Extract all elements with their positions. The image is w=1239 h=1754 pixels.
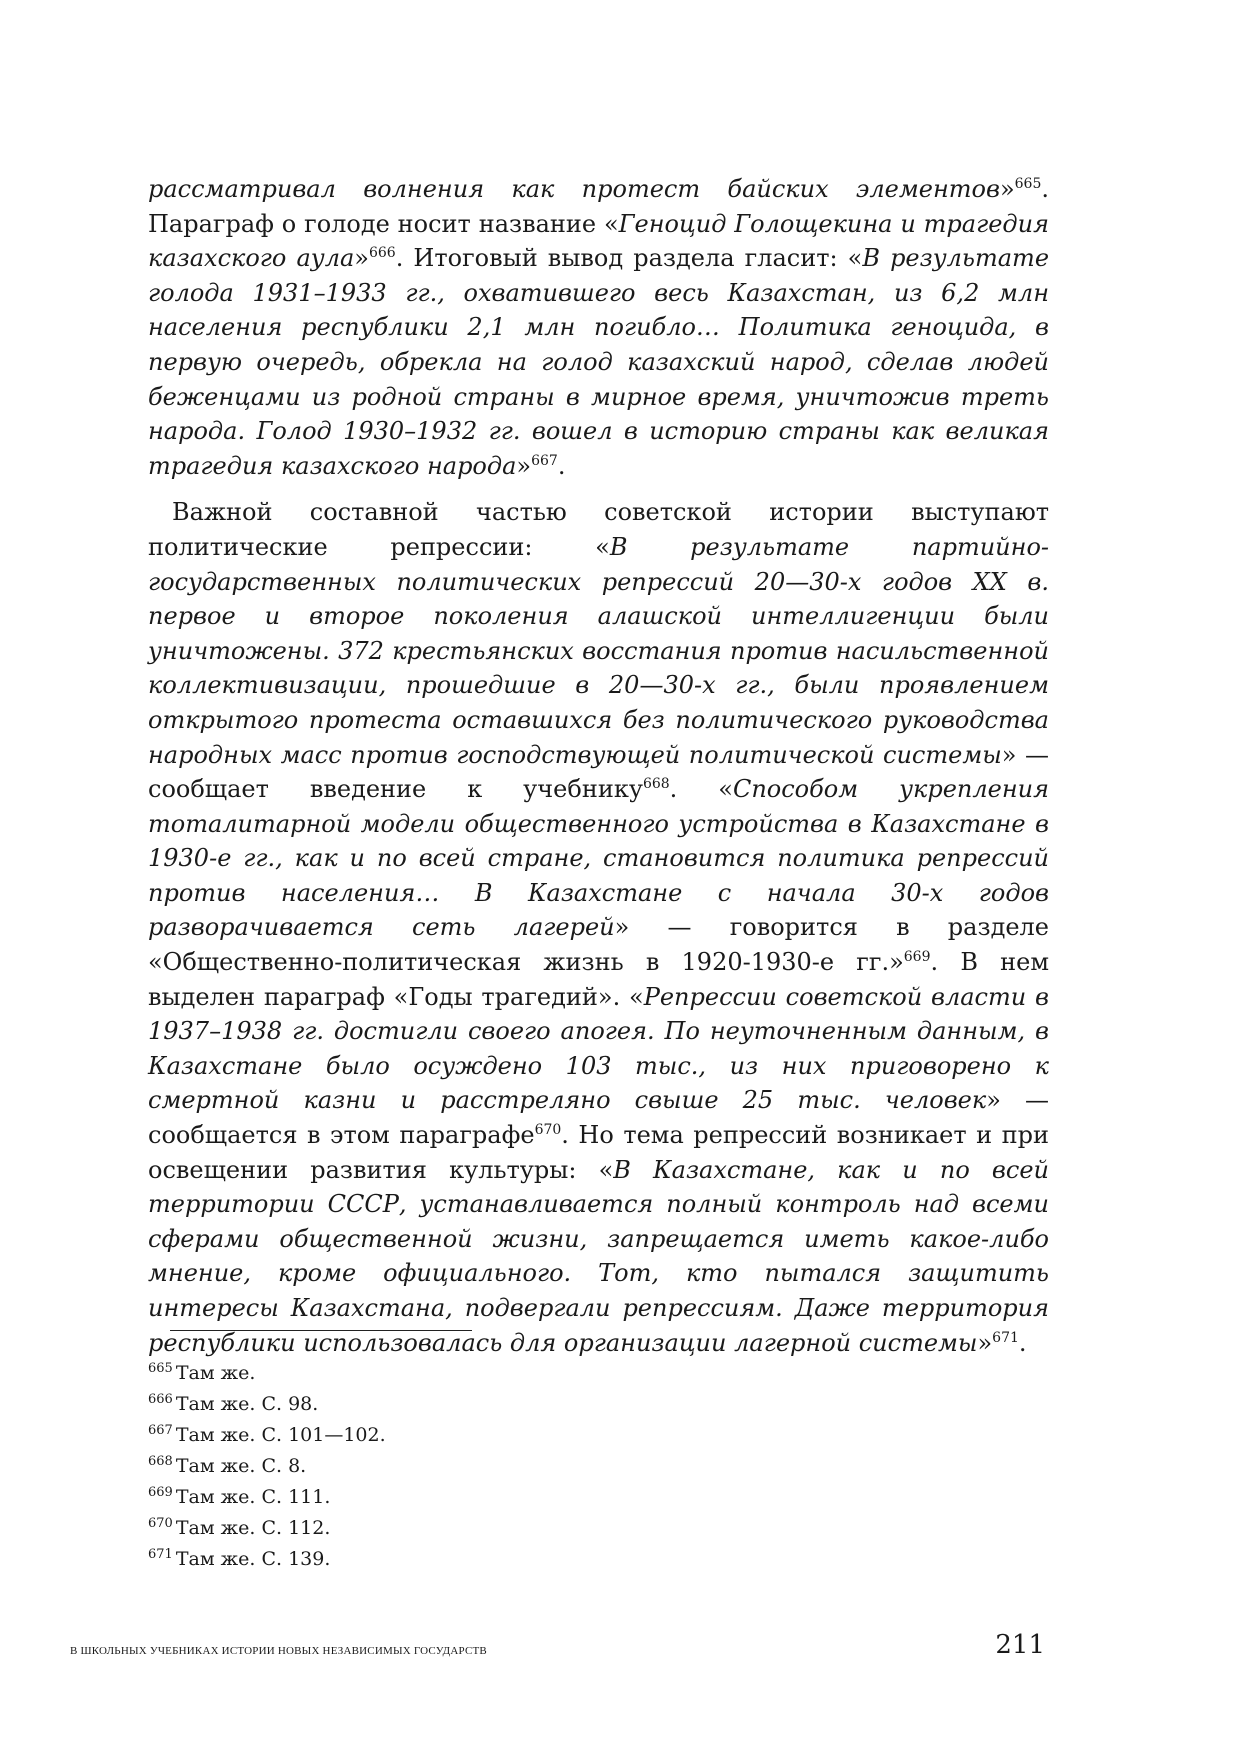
text-run: » — сообщается в этом параграфе (148, 1086, 1050, 1150)
quote-text: Репрессии советской власти в 1937–1938 гг. достигли своего апогея. По неуточненным данным, в Казахстане было осуждено 103 тыс., из них приговорено к смертной казни и расстреляно свыше 25 тыс. человек (148, 982, 1049, 1115)
footnote-text: Там же. С. 8. (175, 1455, 307, 1477)
footnote-ref[interactable]: 666 (368, 245, 396, 262)
text-run: » — сообщает введение к учебнику (148, 740, 1049, 804)
footnote-ref[interactable]: 670 (534, 1122, 562, 1139)
quote-text: рассматривал волнения как протест байских элементов (148, 175, 1000, 203)
footnote-number: 668 (148, 1453, 173, 1469)
text-run: . (557, 451, 566, 480)
quote-text: В результате партийно-государственных политических репрессий 20—30-х годов XX в. первое и второе поколения алашской интеллигенции были уничтожены. 372 крестьянских восстания против насильственной коллективизации, прошедшие в 20—30-х гг., были проявлением открытого протеста оставшихся без политического руководства народных масс против господствующей политической системы (148, 532, 1049, 769)
text-run: . « (669, 775, 733, 804)
body-text (148, 172, 1049, 1360)
footnote-ref[interactable]: 668 (642, 776, 670, 793)
footnote-number: 665 (148, 1360, 173, 1376)
footnote-text: Там же. С. 139. (175, 1548, 331, 1570)
footnote-item (148, 1389, 386, 1420)
text-run: . Итоговый вывод раздела гласит: « (395, 244, 863, 273)
footnote-number: 670 (148, 1515, 173, 1531)
footnote-text: Там же. (175, 1362, 256, 1384)
paragraph-1 (148, 172, 1049, 483)
footnote-text: Там же. С. 112. (175, 1517, 331, 1539)
footnote-item (148, 1544, 386, 1575)
text-run: » (516, 451, 532, 480)
text-run: . Но тема репрессий возникает и при освещении развития культуры: « (148, 1121, 1049, 1184)
footnote-ref[interactable]: 669 (903, 949, 931, 966)
text-run: . В нем выделен параграф «Годы трагедий». « (148, 948, 1050, 1011)
quote-text: В Казахстане, как и по всей территории СССР, устанавливается полный контроль над всеми сферами общественной жизни, запрещается иметь какое-либо мнение, кроме официального. Тот, кто пытался защитить интересы Казахстана, подвергали репрессиям. Даже территория республики использовалась для организации лагерной системы (148, 1155, 1049, 1357)
footnote-text: Там же. С. 101—102. (175, 1424, 386, 1446)
text-run: » (977, 1328, 993, 1357)
footnote-number: 667 (148, 1422, 173, 1438)
text-run: . Параграф о голоде носит название « (148, 175, 1049, 238)
text-run: » — говорится в разделе «Общественно-политическая жизнь в 1920-1930-е гг.» (148, 913, 1050, 977)
footnote-number: 666 (148, 1391, 173, 1407)
text-run: Важной составной частью советской истории выступают политические репрессии: « (148, 498, 1049, 561)
footnote-text: Там же. С. 111. (175, 1486, 331, 1508)
paragraph-2 (148, 495, 1049, 1360)
footnote-number: 671 (148, 1546, 173, 1562)
page-number: 211 (995, 1630, 1045, 1660)
footnote-ref[interactable]: 667 (531, 452, 558, 469)
quote-text: В результате голода 1931–1933 гг., охватившего весь Казахстан, из 6,2 млн населения республики 2,1 млн погибло… Политика геноцида, в первую очередь, обрекла на голод казахский народ, сделав людей беженцами из родной страны в мирное время, уничтожив треть народа. Голод 1930–1932 гг. вошел в историю страны как великая трагедия казахского народа (148, 244, 1050, 480)
footnote-ref[interactable]: 665 (1014, 176, 1042, 192)
footnote-number: 669 (148, 1484, 173, 1500)
text-run: . (1018, 1328, 1027, 1357)
footnote-separator (170, 1330, 472, 1331)
footnote-text: Там же. С. 98. (175, 1393, 319, 1415)
footnotes (148, 1358, 386, 1575)
footnote-item (148, 1513, 386, 1544)
footnote-ref[interactable]: 671 (992, 1329, 1019, 1346)
running-footer-title: В ШКОЛЬНЫХ УЧЕБНИКАХ ИСТОРИИ НОВЫХ НЕЗАВИСИМЫХ ГОСУДАРСТВ (70, 1645, 487, 1657)
quote-text: Геноцид Голощекина и трагедия казахского аула (148, 209, 1049, 273)
footnote-item (148, 1420, 386, 1451)
footnote-item (148, 1358, 386, 1389)
footnote-item (148, 1482, 386, 1513)
footnote-item (148, 1451, 386, 1482)
text-run: » (354, 244, 369, 273)
text-run: » (999, 175, 1015, 203)
quote-text: Способом укрепления тоталитарной модели общественного устройства в Казахстане в 1930-е гг., как и по всей стране, становится политика репрессий против населения… В Казахстане с начала 30-х годов разворачивается сеть лагерей (148, 775, 1049, 942)
